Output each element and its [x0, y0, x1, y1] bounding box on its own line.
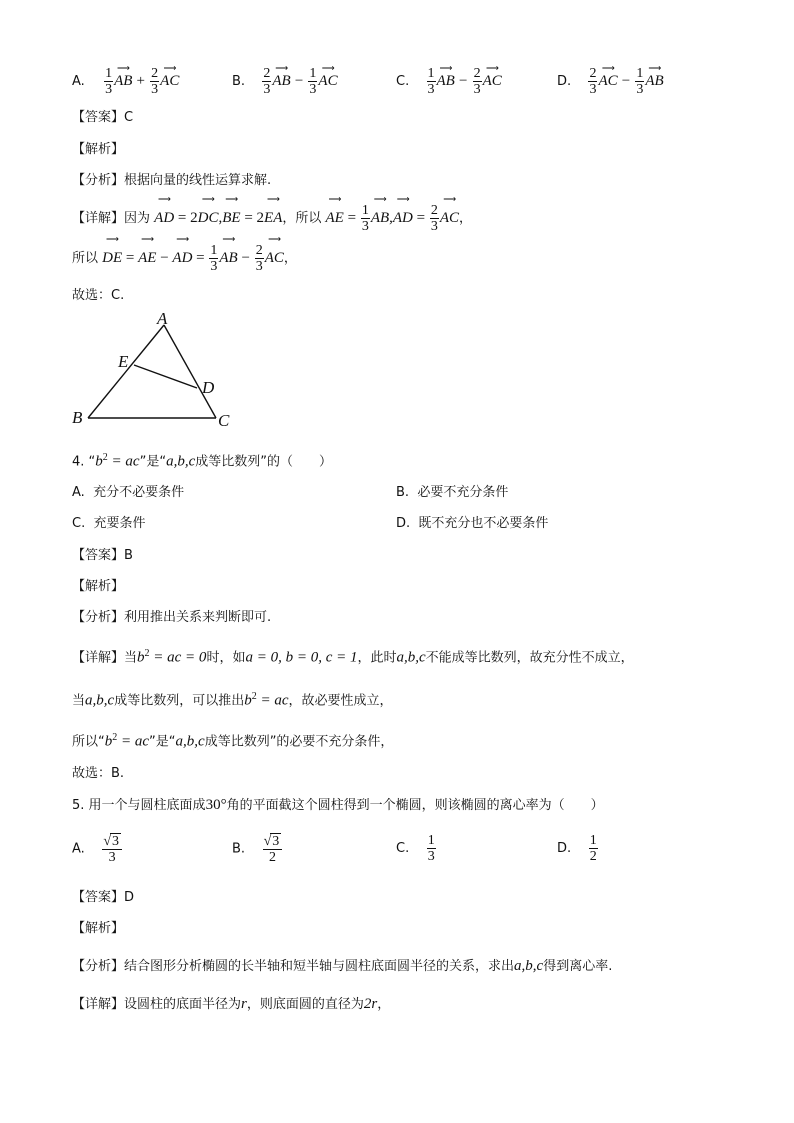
q4-option-c: C. 充要条件	[72, 516, 146, 531]
q4-stem: 4. “$b^2$ = ac”是“a,b,c成等比数列”的（ ）	[72, 452, 332, 470]
q5-fenxi: 【分析】结合图形分析椭圆的长半轴和短半轴与圆柱底面圆半径的关系，求出a,b,c得到离心率.	[72, 958, 613, 974]
fraction: $\frac{2}{3}$	[473, 66, 481, 97]
q3-option-b: B. $\frac{2}{3}$ ⟶ AB − $\frac{1}{3}$ ⟶ AC	[232, 63, 338, 97]
fraction: $\frac{1}{2}$	[589, 833, 597, 864]
q5-answer: 【答案】D	[72, 890, 135, 905]
vector: ⟶ AB	[114, 63, 133, 89]
fraction: $\frac{1}{3}$	[636, 66, 644, 97]
label-a: A	[157, 309, 168, 328]
q5-xiangjie: 【详解】设圆柱的底面半径为r，则底面圆的直径为2r，	[72, 996, 391, 1012]
q3-guxuan: 故选：C.	[72, 288, 125, 303]
option-letter: A.	[72, 74, 85, 89]
q3-xiangjie-line2: 所以 ⟶ DE = ⟶ AE − ⟶ AD = $\frac{1}{3}$ ⟶ AB − $\frac{2}{3}$ ⟶ AC，	[72, 234, 297, 274]
q4-fenxi: 【分析】利用推出关系来判断即可.	[72, 610, 272, 625]
q4-analysis-heading: 【解析】	[72, 579, 125, 594]
fraction: $\frac{2}{3}$	[151, 66, 159, 97]
q5-option-c: C. $\frac{1}{3}$	[396, 833, 435, 864]
vector: ⟶ AB	[436, 63, 455, 89]
vector: ⟶ AB	[272, 63, 291, 89]
q4-option-a: A. 充分不必要条件	[72, 485, 185, 500]
segment-ac	[164, 325, 216, 418]
fraction: $\frac{√3}{3}$	[102, 833, 122, 865]
q4-xiangjie-line2: 当a,b,c成等比数列，可以推出$b^2$ = ac，故必要性成立，	[72, 691, 393, 709]
vector: ⟶ AB	[645, 63, 664, 89]
vector: ⟶ AC	[160, 63, 180, 89]
fraction: $\frac{1}{3}$	[427, 833, 435, 864]
q4-xiangjie-line3: 所以“$b^2$ = ac”是“a,b,c成等比数列”的必要不充分条件，	[72, 732, 394, 750]
q3-option-a: A. $\frac{1}{3}$ ⟶ AB + $\frac{2}{3}$ ⟶ AC	[72, 63, 180, 97]
q3-xiangjie-line1: 【详解】因为 ⟶ AD = 2 ⟶ DC, ⟶ BE = 2 ⟶ EA，所以 ⟶ AE = $\frac{1}{3}$ ⟶ AB, ⟶ AD = $\frac{2}{3}$ ⟶ AC，	[72, 194, 473, 234]
fraction: $\frac{1}{3}$	[427, 66, 435, 97]
label-c: C	[218, 411, 230, 430]
vector: ⟶ AC	[318, 63, 338, 89]
q5-stem: 5. 用一个与圆柱底面成30°角的平面截这个圆柱得到一个椭圆，则该椭圆的离心率为（ ）	[72, 797, 604, 813]
q4-option-b: B. 必要不充分条件	[396, 485, 509, 500]
option-letter: D.	[557, 74, 572, 89]
label-d: D	[202, 378, 215, 397]
q4-xiangjie-line1: 【详解】当$b^2$ = ac = 0时，如a = 0, b = 0, c = 1，此时a,b,c不能成等比数列，故充分性不成立，	[72, 648, 634, 666]
q3-fenxi: 【分析】根据向量的线性运算求解.	[72, 173, 272, 188]
q5-analysis-heading: 【解析】	[72, 921, 125, 936]
fraction: $\frac{2}{3}$	[263, 66, 271, 97]
option-letter: C.	[396, 74, 410, 89]
label-b: B	[72, 408, 83, 427]
triangle-figure	[66, 308, 246, 430]
fraction: $\frac{1}{3}$	[105, 66, 113, 97]
label-e: E	[118, 352, 129, 371]
option-letter: B.	[232, 74, 246, 89]
q3-option-c: C. $\frac{1}{3}$ ⟶ AB − $\frac{2}{3}$ ⟶ AC	[396, 63, 502, 97]
q5-option-d: D. $\frac{1}{2}$	[557, 833, 597, 864]
q3-analysis-heading: 【解析】	[72, 142, 125, 157]
q5-option-a: A. $\frac{√3}{3}$	[72, 833, 123, 865]
fraction: $\frac{2}{3}$	[589, 66, 597, 97]
vector: ⟶ AC	[598, 63, 618, 89]
q4-answer: 【答案】B	[72, 548, 133, 563]
fraction: $\frac{1}{3}$	[309, 66, 317, 97]
q5-option-b: B. $\frac{√3}{2}$	[232, 833, 283, 865]
q4-guxuan: 故选：B.	[72, 766, 125, 781]
q3-answer: 【答案】C	[72, 110, 134, 125]
q4-option-d: D. 既不充分也不必要条件	[396, 516, 549, 531]
q3-option-d: D. $\frac{2}{3}$ ⟶ AC − $\frac{1}{3}$ ⟶ AB	[557, 63, 664, 97]
fraction: $\frac{√3}{2}$	[263, 833, 283, 865]
vector: ⟶ AC	[482, 63, 502, 89]
